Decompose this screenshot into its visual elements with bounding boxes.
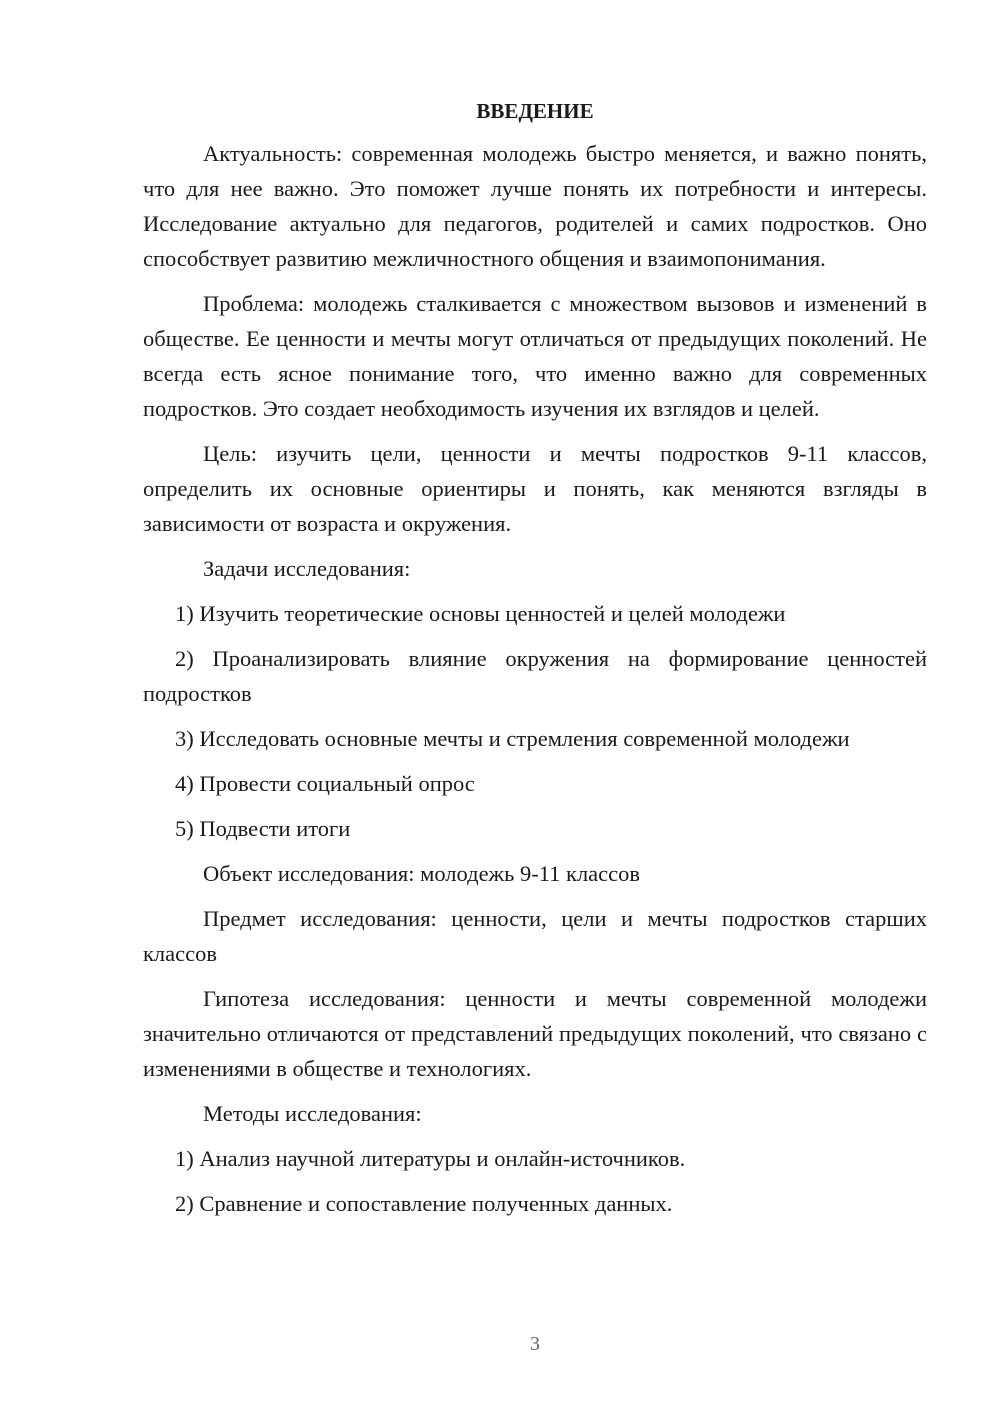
- task-item: 5) Подвести итоги: [175, 816, 351, 841]
- task-item: 2) Проанализировать влияние окружения на формирование ценностей подростков: [143, 646, 927, 706]
- goal-paragraph: Цель: изучить цели, ценности и мечты подростков 9-11 классов, определить их основные ориентиры и понять, как меняются взгляды в зависимости от возраста и окружения.: [143, 441, 927, 536]
- method-item: 1) Анализ научной литературы и онлайн-источников.: [175, 1146, 686, 1171]
- method-item: 2) Сравнение и сопоставление полученных данных.: [175, 1191, 673, 1216]
- task-item: 4) Провести социальный опрос: [175, 771, 475, 796]
- tasks-heading: Задачи исследования:: [203, 556, 411, 581]
- subject-paragraph: Предмет исследования: ценности, цели и мечты подростков старших классов: [143, 906, 927, 966]
- methods-heading: Методы исследования:: [203, 1101, 422, 1126]
- section-title: ВВЕДЕНИЕ: [476, 99, 594, 123]
- document-body: [143, 96, 927, 1231]
- task-item: 3) Исследовать основные мечты и стремления современной молодежи: [175, 726, 850, 751]
- task-item: 1) Изучить теоретические основы ценностей и целей молодежи: [175, 601, 786, 626]
- hypothesis-paragraph: Гипотеза исследования: ценности и мечты современной молодежи значительно отличаются от представлений предыдущих поколений, что связано с изменениями в обществе и технологиях.: [143, 986, 927, 1081]
- page-number: 3: [530, 1333, 540, 1355]
- problem-paragraph: Проблема: молодежь сталкивается с множеством вызовов и изменений в обществе. Ее ценности и мечты могут отличаться от предыдущих поколений. Не всегда есть ясное понимание того, что именно важно для современных подростков. Это создает необходимость изучения их взглядов и целей.: [143, 291, 927, 421]
- relevance-paragraph: Актуальность: современная молодежь быстро меняется, и важно понять, что для нее важно. Это поможет лучше понять их потребности и интересы. Исследование актуально для педагогов, родителей и самих подростков. Оно способствует развитию межличностного общения и взаимопонимания.: [143, 141, 927, 271]
- object-line: Объект исследования: молодежь 9-11 классов: [203, 861, 641, 886]
